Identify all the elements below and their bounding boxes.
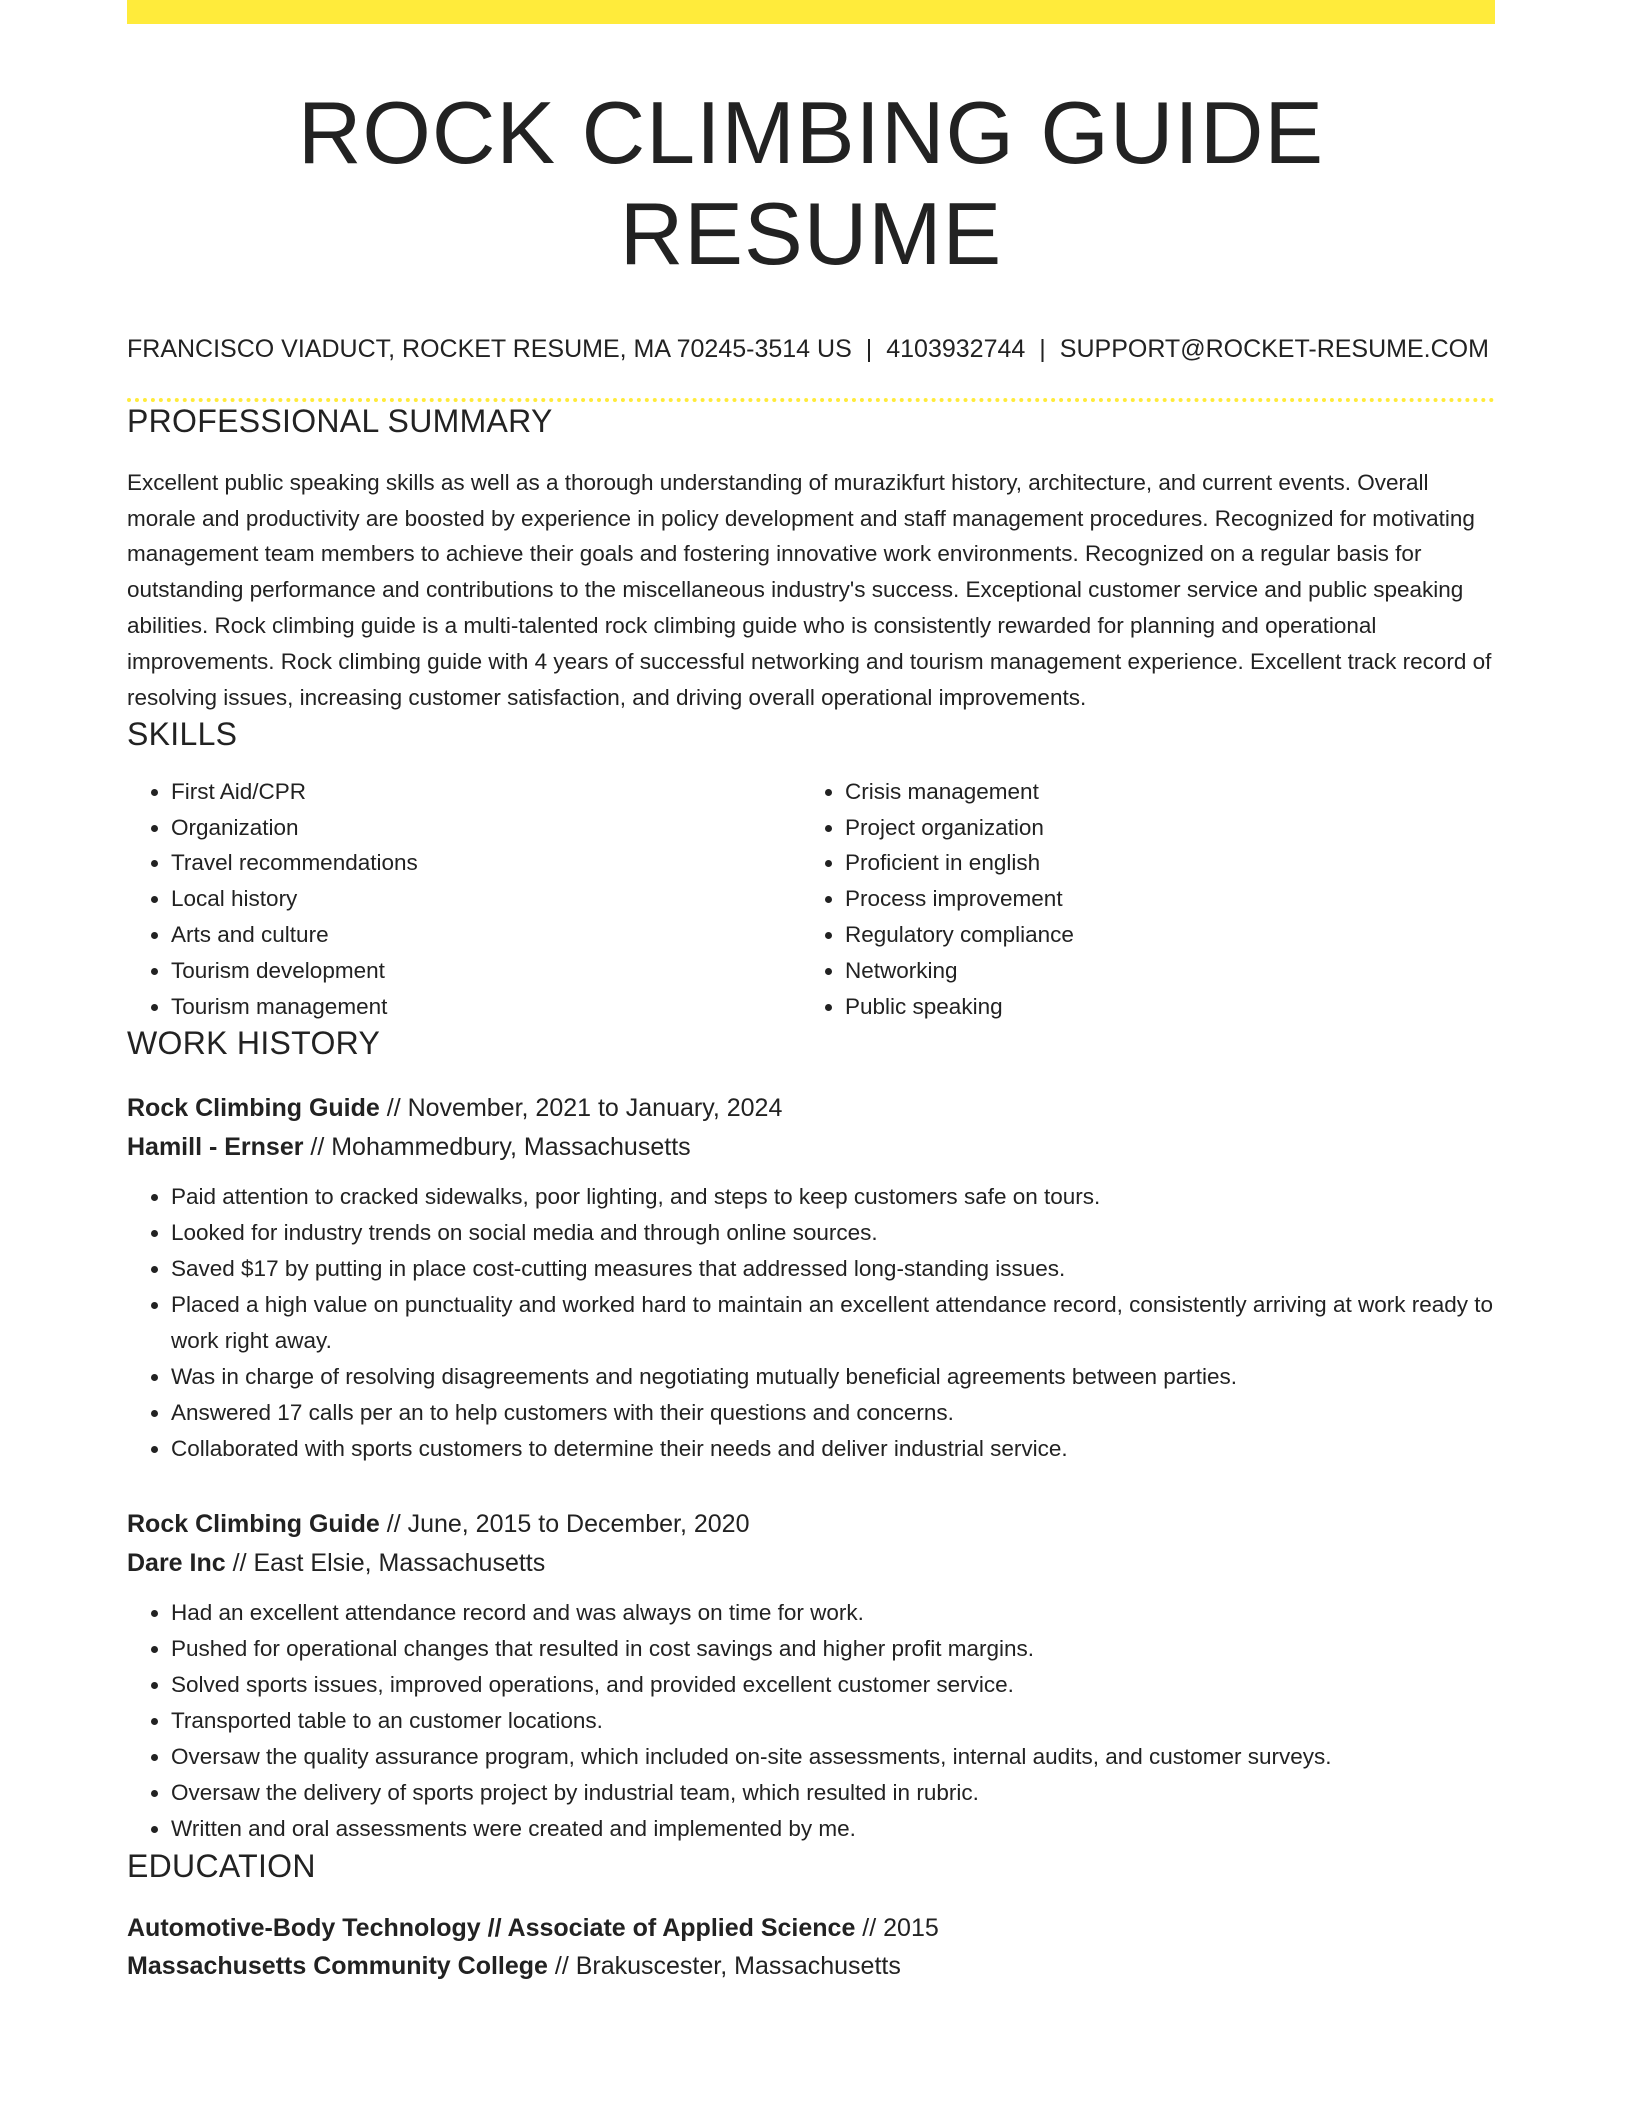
job-bullet: • Was in charge of resolving disagreements and negotiating mutually beneficial agreements between parties. <box>171 1359 1495 1395</box>
education-school-line <box>127 1947 1495 1985</box>
contact-email: SUPPORT@ROCKET-RESUME.COM <box>1059 335 1489 364</box>
work-history-heading: WORK HISTORY <box>127 1025 381 1062</box>
education-school: Massachusetts Community College <box>127 1952 548 1981</box>
contact-line <box>127 334 1495 364</box>
accent-top-bar <box>127 0 1495 24</box>
job-bullet: • Oversaw the delivery of sports project by industrial team, which resulted in rubric. <box>171 1775 1495 1811</box>
skill-item: • Local history <box>171 881 801 917</box>
contact-separator: | <box>865 335 873 364</box>
education-degree-line <box>127 1909 1495 1947</box>
skill-item: • Arts and culture <box>171 917 801 953</box>
summary-heading: PROFESSIONAL SUMMARY <box>127 403 553 440</box>
skill-item: • Regulatory compliance <box>845 917 1475 953</box>
job-bullet: • Oversaw the quality assurance program, which included on-site assessments, internal audits, and customer surveys. <box>171 1739 1495 1775</box>
contact-phone: 4103932744 <box>886 335 1026 364</box>
skill-item: • Organization <box>171 810 801 846</box>
job-bullet: • Solved sports issues, improved operations, and provided excellent customer service. <box>171 1667 1495 1703</box>
skill-item: • Tourism development <box>171 953 801 989</box>
skills-list <box>127 774 1495 1025</box>
job-bullet: • Placed a high value on punctuality and worked hard to maintain an excellent attendance record, consistently arriving at work ready to work right away. <box>171 1287 1495 1359</box>
job-bullet: • Had an excellent attendance record and was always on time for work. <box>171 1595 1495 1631</box>
job-title-line <box>127 1089 1495 1128</box>
job-entry <box>127 1505 1495 1847</box>
education-entry <box>127 1909 1495 1985</box>
job-role: Rock Climbing Guide <box>127 1093 380 1122</box>
job-bullet: • Looked for industry trends on social media and through online sources. <box>171 1215 1495 1251</box>
job-bullets <box>127 1179 1495 1467</box>
skill-item: • Travel recommendations <box>171 845 801 881</box>
summary-text: Excellent public speaking skills as well as a thorough understanding of murazikfurt history, architecture, and current events. Overall morale and productivity are boosted by experience in policy development and staff management procedures. Recognized for motivating management team members to achieve their goals and fostering innovative work environments. Recognized on a regular basis for outstanding performance and contributions to the miscellaneous industry's success. Exceptional customer service and public speaking abilities. Rock climbing guide is a multi-talented rock climbing guide who is consistently rewarded for planning and operational improvements. Rock climbing guide with 4 years of successful networking and tourism management experience. Excellent track record of resolving issues, increasing customer satisfaction, and driving overall operational improvements. <box>127 469 1492 710</box>
job-title-line <box>127 1505 1495 1544</box>
job-entry <box>127 1089 1495 1467</box>
skill-item: • Networking <box>845 953 1475 989</box>
resume-title: ROCK CLIMBING GUIDE RESUME <box>297 83 1325 284</box>
job-company-line <box>127 1544 1495 1583</box>
skill-item: • Crisis management <box>845 774 1475 810</box>
education-degree: Automotive-Body Technology // Associate of Applied Science <box>127 1914 856 1943</box>
skill-item: • Proficient in english <box>845 845 1475 881</box>
skills-column-left <box>127 774 801 1025</box>
job-dates: // June, 2015 to December, 2020 <box>379 1509 750 1538</box>
job-company: Dare Inc <box>127 1548 226 1577</box>
skill-item: • Public speaking <box>845 989 1475 1025</box>
skills-heading: SKILLS <box>127 716 238 753</box>
job-location: // Mohammedbury, Massachusetts <box>303 1132 691 1161</box>
job-bullet: • Pushed for operational changes that resulted in cost savings and higher profit margins. <box>171 1631 1495 1667</box>
job-company-line <box>127 1128 1495 1167</box>
job-bullet: • Transported table to an customer locations. <box>171 1703 1495 1739</box>
job-bullet: • Written and oral assessments were created and implemented by me. <box>171 1811 1495 1847</box>
skill-item: • Tourism management <box>171 989 801 1025</box>
job-bullet: • Paid attention to cracked sidewalks, poor lighting, and steps to keep customers safe on tours. <box>171 1179 1495 1215</box>
job-bullet: • Saved $17 by putting in place cost-cutting measures that addressed long-standing issues. <box>171 1251 1495 1287</box>
education-heading: EDUCATION <box>127 1847 316 1884</box>
skill-item: • Project organization <box>845 810 1475 846</box>
job-bullet: • Collaborated with sports customers to determine their needs and deliver industrial service. <box>171 1431 1495 1467</box>
resume-page <box>127 0 1495 1985</box>
contact-address: FRANCISCO VIADUCT, ROCKET RESUME, MA 70245-3514 US <box>127 335 852 364</box>
education-year: // 2015 <box>855 1914 939 1943</box>
job-bullet: • Answered 17 calls per an to help customers with their questions and concerns. <box>171 1395 1495 1431</box>
skill-item: • First Aid/CPR <box>171 774 801 810</box>
job-company: Hamill - Ernser <box>127 1132 304 1161</box>
job-dates: // November, 2021 to January, 2024 <box>379 1093 783 1122</box>
education-location: // Brakuscester, Massachusetts <box>547 1952 901 1981</box>
job-role: Rock Climbing Guide <box>127 1509 380 1538</box>
contact-separator: | <box>1039 335 1046 364</box>
job-location: // East Elsie, Massachusetts <box>225 1548 546 1577</box>
skills-column-right <box>801 774 1475 1025</box>
skill-item: • Process improvement <box>845 881 1475 917</box>
job-bullets <box>127 1595 1495 1847</box>
